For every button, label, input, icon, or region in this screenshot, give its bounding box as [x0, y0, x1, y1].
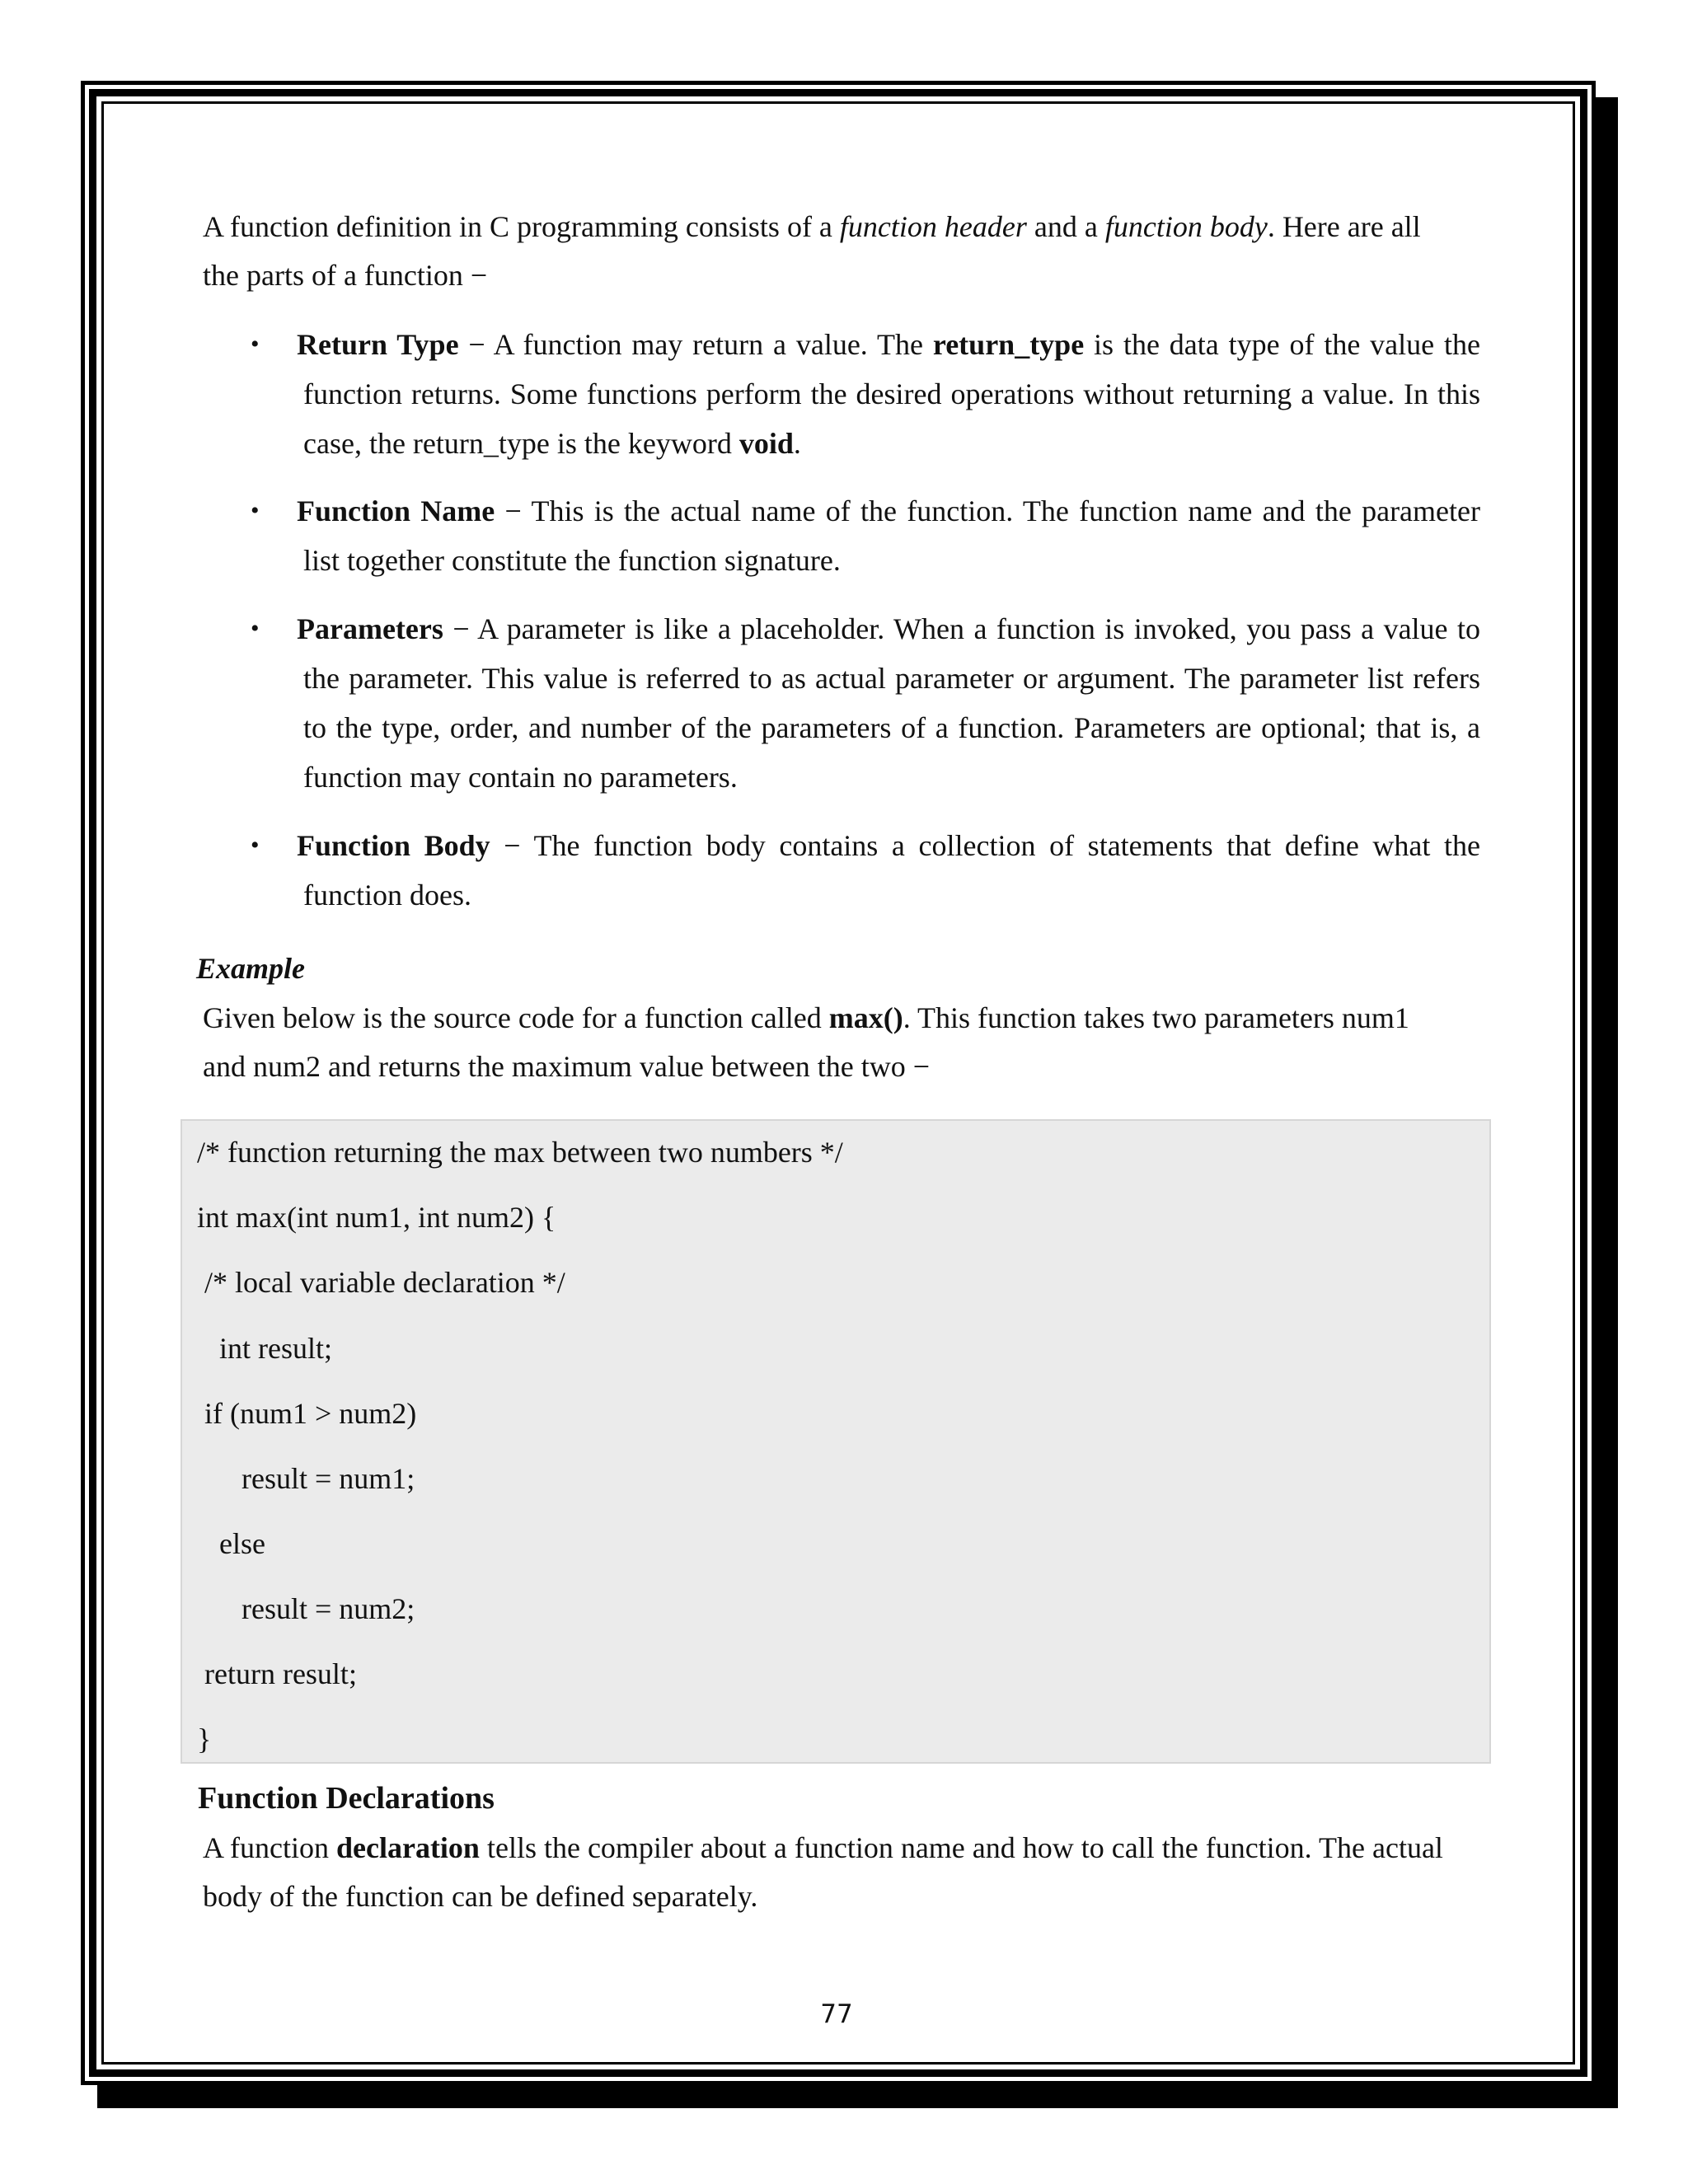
list-item-return-type — [252, 320, 1480, 468]
bullet-icon: • — [251, 330, 260, 358]
list-item-body: . — [793, 427, 801, 460]
intro-paragraph-line-1 — [203, 203, 1421, 251]
list-item-term: Function Name — [297, 494, 495, 527]
list-item-term: Function Body — [297, 829, 490, 862]
list-item-text — [297, 486, 1480, 585]
section-heading-function-declarations: Function Declarations — [198, 1781, 495, 1816]
declarations-paragraph-line-2: body of the function can be defined separately. — [203, 1880, 758, 1913]
example-text: Given below is the source code for a function called — [203, 1001, 829, 1034]
intro-text: and a — [1026, 210, 1105, 243]
list-item-body: − This is the actual name of the function. The function name and the parameter list together constitute the function signature. — [303, 494, 1480, 577]
code-line: if (num1 > num2) — [197, 1397, 417, 1430]
list-item-body: − A parameter is like a placeholder. When a function is invoked, you pass a value to the parameter. This value is referred to as actual parameter or argument. The parameter list refers to the type, order, and number of the parameters of a function. Parameters are optional; that is, a function may contain no parameters. — [303, 612, 1480, 794]
code-line: else — [197, 1527, 265, 1560]
example-paragraph-line-1 — [203, 994, 1409, 1043]
code-line: int max(int num1, int num2) { — [197, 1201, 556, 1234]
list-item-parameters — [252, 604, 1480, 802]
code-line: result = num1; — [197, 1462, 415, 1495]
declarations-paragraph-line-1 — [203, 1824, 1443, 1872]
declarations-text: tells the compiler about a function name and how to call the function. The actual — [479, 1831, 1443, 1864]
bullet-icon: • — [251, 497, 260, 524]
list-item-function-body — [252, 821, 1480, 920]
intro-emphasis-function-header: function header — [839, 210, 1027, 243]
example-text: . This function takes two parameters num1 — [903, 1001, 1409, 1034]
intro-text: A function definition in C programming consists of a — [203, 210, 840, 243]
list-item-body: − A function may return a value. The — [458, 328, 933, 361]
list-item-text — [297, 320, 1480, 468]
keyword-void: void — [738, 427, 794, 460]
code-line: /* function returning the max between two numbers */ — [197, 1136, 843, 1169]
intro-paragraph-line-2: the parts of a function − — [203, 259, 488, 292]
code-line: int result; — [197, 1332, 332, 1365]
bullet-icon: • — [251, 615, 260, 642]
code-line: return result; — [197, 1657, 357, 1690]
example-heading: Example — [196, 952, 305, 985]
keyword-return-type: return_type — [932, 328, 1085, 361]
keyword-declaration: declaration — [335, 1831, 480, 1864]
list-item-body: − The function body contains a collection of statements that define what the function does. — [303, 829, 1480, 912]
page-number: 77 — [820, 1999, 853, 2029]
intro-emphasis-function-body: function body — [1104, 210, 1268, 243]
intro-text: . Here are all — [1267, 210, 1421, 243]
code-line: /* local variable declaration */ — [197, 1266, 565, 1299]
bullet-icon: • — [251, 832, 260, 859]
code-block — [181, 1119, 1491, 1764]
example-paragraph-line-2: and num2 and returns the maximum value between the two − — [203, 1050, 931, 1083]
code-line: } — [197, 1722, 212, 1755]
declarations-text: A function — [203, 1831, 336, 1864]
list-item-term: Return Type — [297, 328, 459, 361]
list-item-text — [297, 604, 1480, 802]
list-item-function-name — [252, 486, 1480, 585]
list-item-text — [297, 821, 1480, 920]
list-item-body: is the data type of the value the function returns. Some functions perform the desired operations without returning a value. In this case, the return_type is the keyword — [303, 328, 1480, 460]
example-function-name: max() — [828, 1001, 903, 1034]
list-item-term: Parameters — [297, 612, 443, 645]
code-line: result = num2; — [197, 1592, 415, 1625]
